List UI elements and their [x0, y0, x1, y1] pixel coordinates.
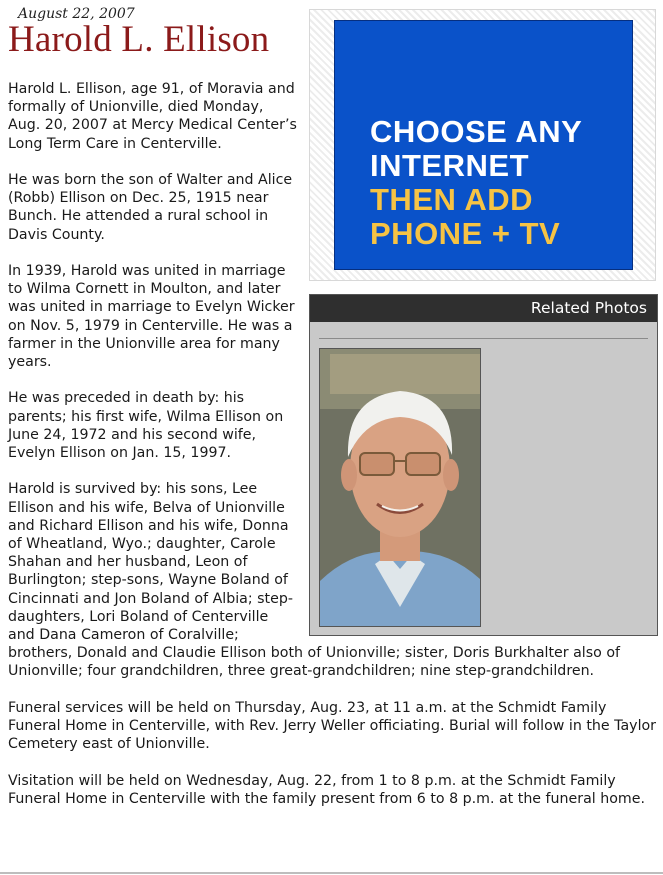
article-date: August 22, 2007 — [18, 6, 135, 22]
advertisement-banner[interactable] — [334, 20, 633, 270]
ad-headline-line: INTERNET — [370, 148, 529, 183]
paragraph: In 1939, Harold was united in marriage to Wilma Cornett in Moulton, and later was united in marriage to Evelyn Wicker on Nov. 5, 1979 in Centerville. He was a farmer in the Unionville area for many years. — [8, 263, 295, 371]
portrait-photo[interactable] — [319, 348, 481, 627]
paragraph: He was preceded in death by: his parents; his first wife, Wilma Ellison on June 24, 1972 and his second wife, Evelyn Ellison on Jan. 15, 1997. — [8, 390, 284, 462]
ad-headline-line: THEN ADD — [370, 182, 534, 217]
paragraph: Visitation will be held on Wednesday, Aug. 22, from 1 to 8 p.m. at the Schmidt Family Funeral Home in Centerville with the family present from 6 to 8 p.m. at the funeral home. — [8, 772, 645, 807]
related-photos-panel — [309, 294, 658, 636]
divider — [319, 338, 648, 339]
paragraph: Harold is survived by: his sons, Lee Ellison and his wife, Belva of Unionville and Richard Ellison and his wife, Donna of Wheatland, Wyo.; daughter, Carole Shahan and her husband, Leon of Burlington; step-sons, Wayne Boland of Cincinnati and Jon Boland of Albia; step-daughters, Lori Boland of Centerville and Dana Cameron of Coralville; brothers, Donald and Claudie Ellison both of Unionville; sister, Doris Burkhalter also of Unionville; four grandchildren, three great-grandchildren; nine step-grandchildren. — [8, 481, 621, 680]
portrait-image — [320, 349, 480, 626]
page-title: Harold L. Ellison — [8, 19, 270, 60]
paragraph: Funeral services will be held on Thursday, Aug. 23, at 11 a.m. at the Schmidt Family Funeral Home in Centerville, with Rev. Jerry Weller officiating. Burial will follow in the Taylor Cemetery east of Unionville. — [8, 699, 657, 753]
paragraph: He was born the son of Walter and Alice (Robb) Ellison on Dec. 25, 1915 near Bunch. He attended a rural school in Davis County. — [8, 172, 293, 243]
ad-headline-line: CHOOSE ANY — [370, 114, 583, 149]
paragraph: Harold L. Ellison, age 91, of Moravia and formally of Unionville, died Monday, Aug. 20, 2007 at Mercy Medical Center’s Long Term Care in Centerville. — [8, 81, 297, 152]
divider — [0, 872, 663, 874]
related-photos-header: Related Photos — [310, 295, 657, 322]
ad-headline-line: PHONE + TV — [370, 216, 561, 251]
